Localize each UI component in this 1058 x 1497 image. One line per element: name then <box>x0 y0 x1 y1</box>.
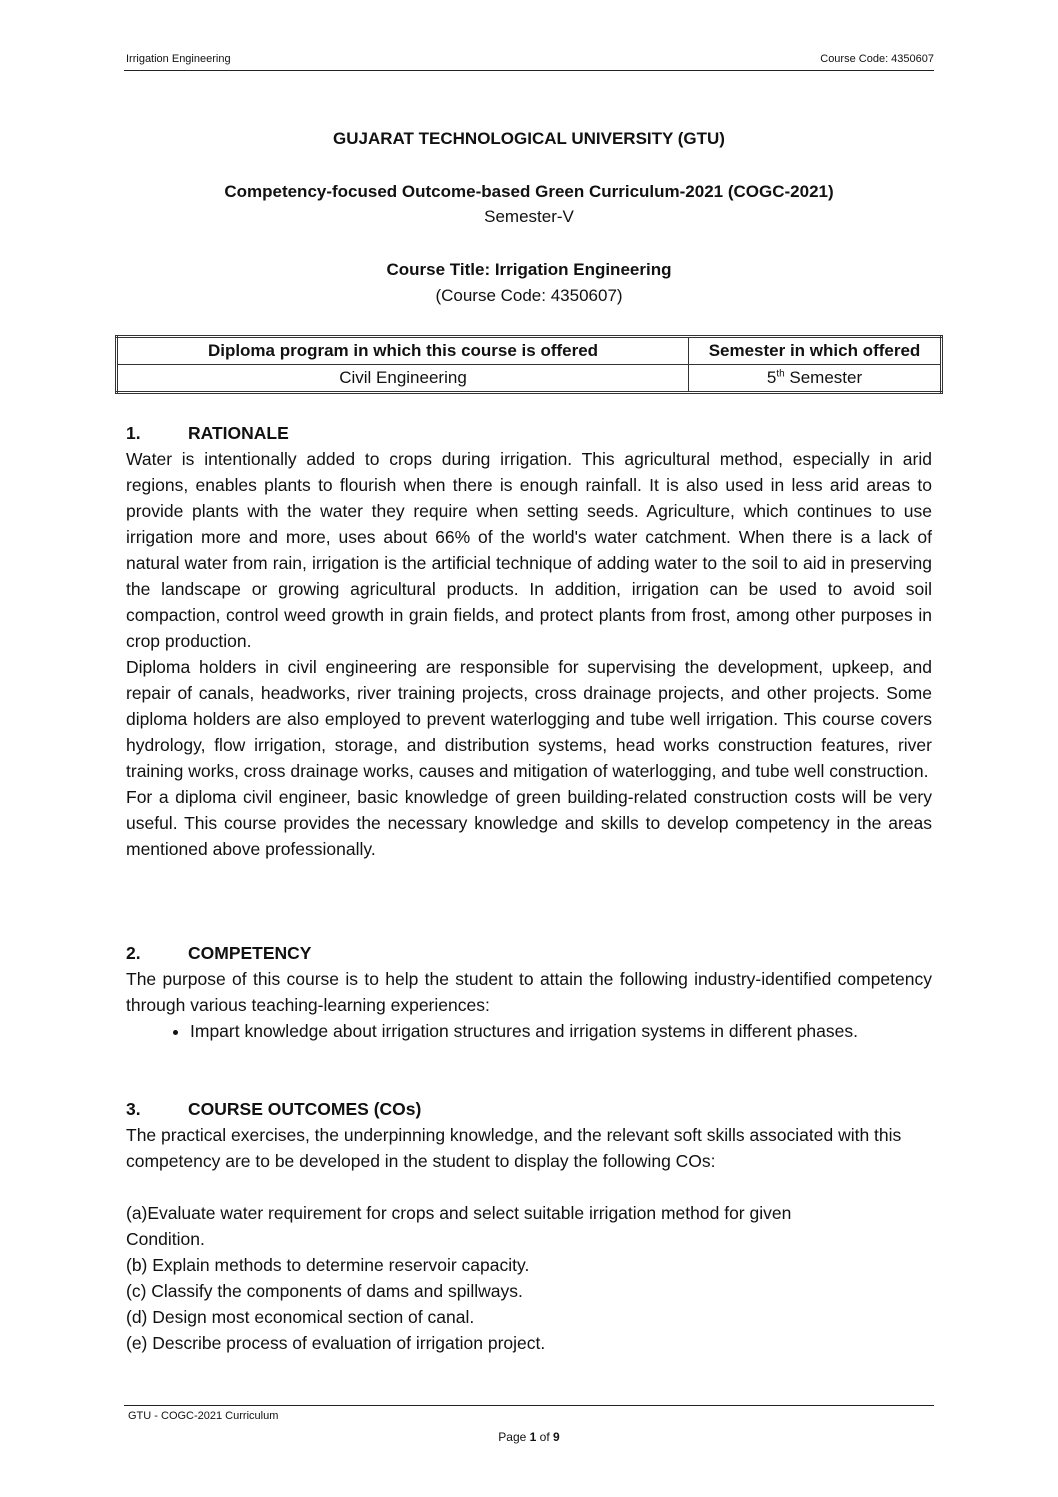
rationale-para: For a diploma civil engineer, basic knowledge of green building-related construction costs will be very useful. This course provides the necessary knowledge and skills to develop competency in the areas mentioned above professionally. <box>126 787 932 859</box>
competency-intro: The purpose of this course is to help the student to attain the following industry-identified competency through various teaching-learning experiences: <box>126 969 932 1015</box>
outcome-item: (e) Describe process of evaluation of irrigation project. <box>126 1333 546 1353</box>
semester-header: Semester in which offered <box>689 337 942 365</box>
competency-section <box>126 940 932 1044</box>
rationale-section <box>126 420 932 862</box>
outcome-item: (d) Design most economical section of canal. <box>126 1307 475 1327</box>
footer-curriculum: GTU - COGC-2021 Curriculum <box>128 1410 279 1422</box>
program-header: Diploma program in which this course is offered <box>117 337 689 365</box>
course-code: (Course Code: 4350607) <box>435 286 623 305</box>
rationale-para: Diploma holders in civil engineering are responsible for supervising the development, upkeep, and repair of canals, headworks, river training projects, cross drainage projects, and other projects. Some diploma holders are also employed to prevent waterlogging and tube well irrigation. This course covers hydrology, flow irrigation, storage, and distribution systems, head works construction features, river training works, cross drainage works, causes and mitigation of waterlogging, and tube well construction. <box>126 657 932 781</box>
curriculum-title: Competency-focused Outcome-based Green Curriculum-2021 (COGC-2021) <box>224 182 834 201</box>
outcomes-intro: The practical exercises, the underpinning knowledge, and the relevant soft skills associated with this competency are to be developed in the student to display the following COs: <box>126 1125 902 1171</box>
program-table <box>115 335 943 394</box>
competency-heading: 2. COMPETENCY <box>126 943 312 963</box>
outcome-item: (c) Classify the components of dams and spillways. <box>126 1281 523 1301</box>
rationale-para: Water is intentionally added to crops during irrigation. This agricultural method, especially in arid regions, enables plants to flourish when there is enough rainfall. It is also used in less arid areas to provide plants with the water they require when setting seeds. Agriculture, which continues to use irrigation more and more, uses about 66% of the world's water catchment. When there is a lack of natural water from rain, irrigation is the artificial technique of adding water to the soil to aid in preserving the landscape or growing agricultural products. In addition, irrigation can be used to avoid soil compaction, control weed growth in grain fields, and protect plants from frost, among other purposes in crop production. <box>126 449 932 651</box>
course-title: Course Title: Irrigation Engineering <box>386 260 672 279</box>
page-footer <box>124 1405 934 1444</box>
outcome-item: (a)Evaluate water requirement for crops and select suitable irrigation method for given <box>126 1203 792 1223</box>
outcomes-section <box>126 1096 932 1356</box>
semester-cell: 5th Semester <box>689 365 942 393</box>
header-course-code: Course Code: 4350607 <box>820 53 934 65</box>
university-title: GUJARAT TECHNOLOGICAL UNIVERSITY (GTU) <box>333 129 725 148</box>
page-header <box>124 50 934 71</box>
program-cell: Civil Engineering <box>117 365 689 393</box>
semester-label: Semester-V <box>484 207 574 226</box>
rationale-heading: 1. RATIONALE <box>126 423 289 443</box>
outcome-item: (b) Explain methods to determine reservoir capacity. <box>126 1255 530 1275</box>
competency-list <box>126 1018 932 1044</box>
outcomes-heading: 3. COURSE OUTCOMES (COs) <box>126 1099 422 1119</box>
outcome-item-cont: Condition. <box>126 1229 205 1249</box>
page-number: Page 1 of 9 <box>498 1430 560 1444</box>
competency-item: • Impart knowledge about irrigation structures and irrigation systems in different phases. <box>190 1018 932 1044</box>
header-course-name: Irrigation Engineering <box>126 53 231 65</box>
